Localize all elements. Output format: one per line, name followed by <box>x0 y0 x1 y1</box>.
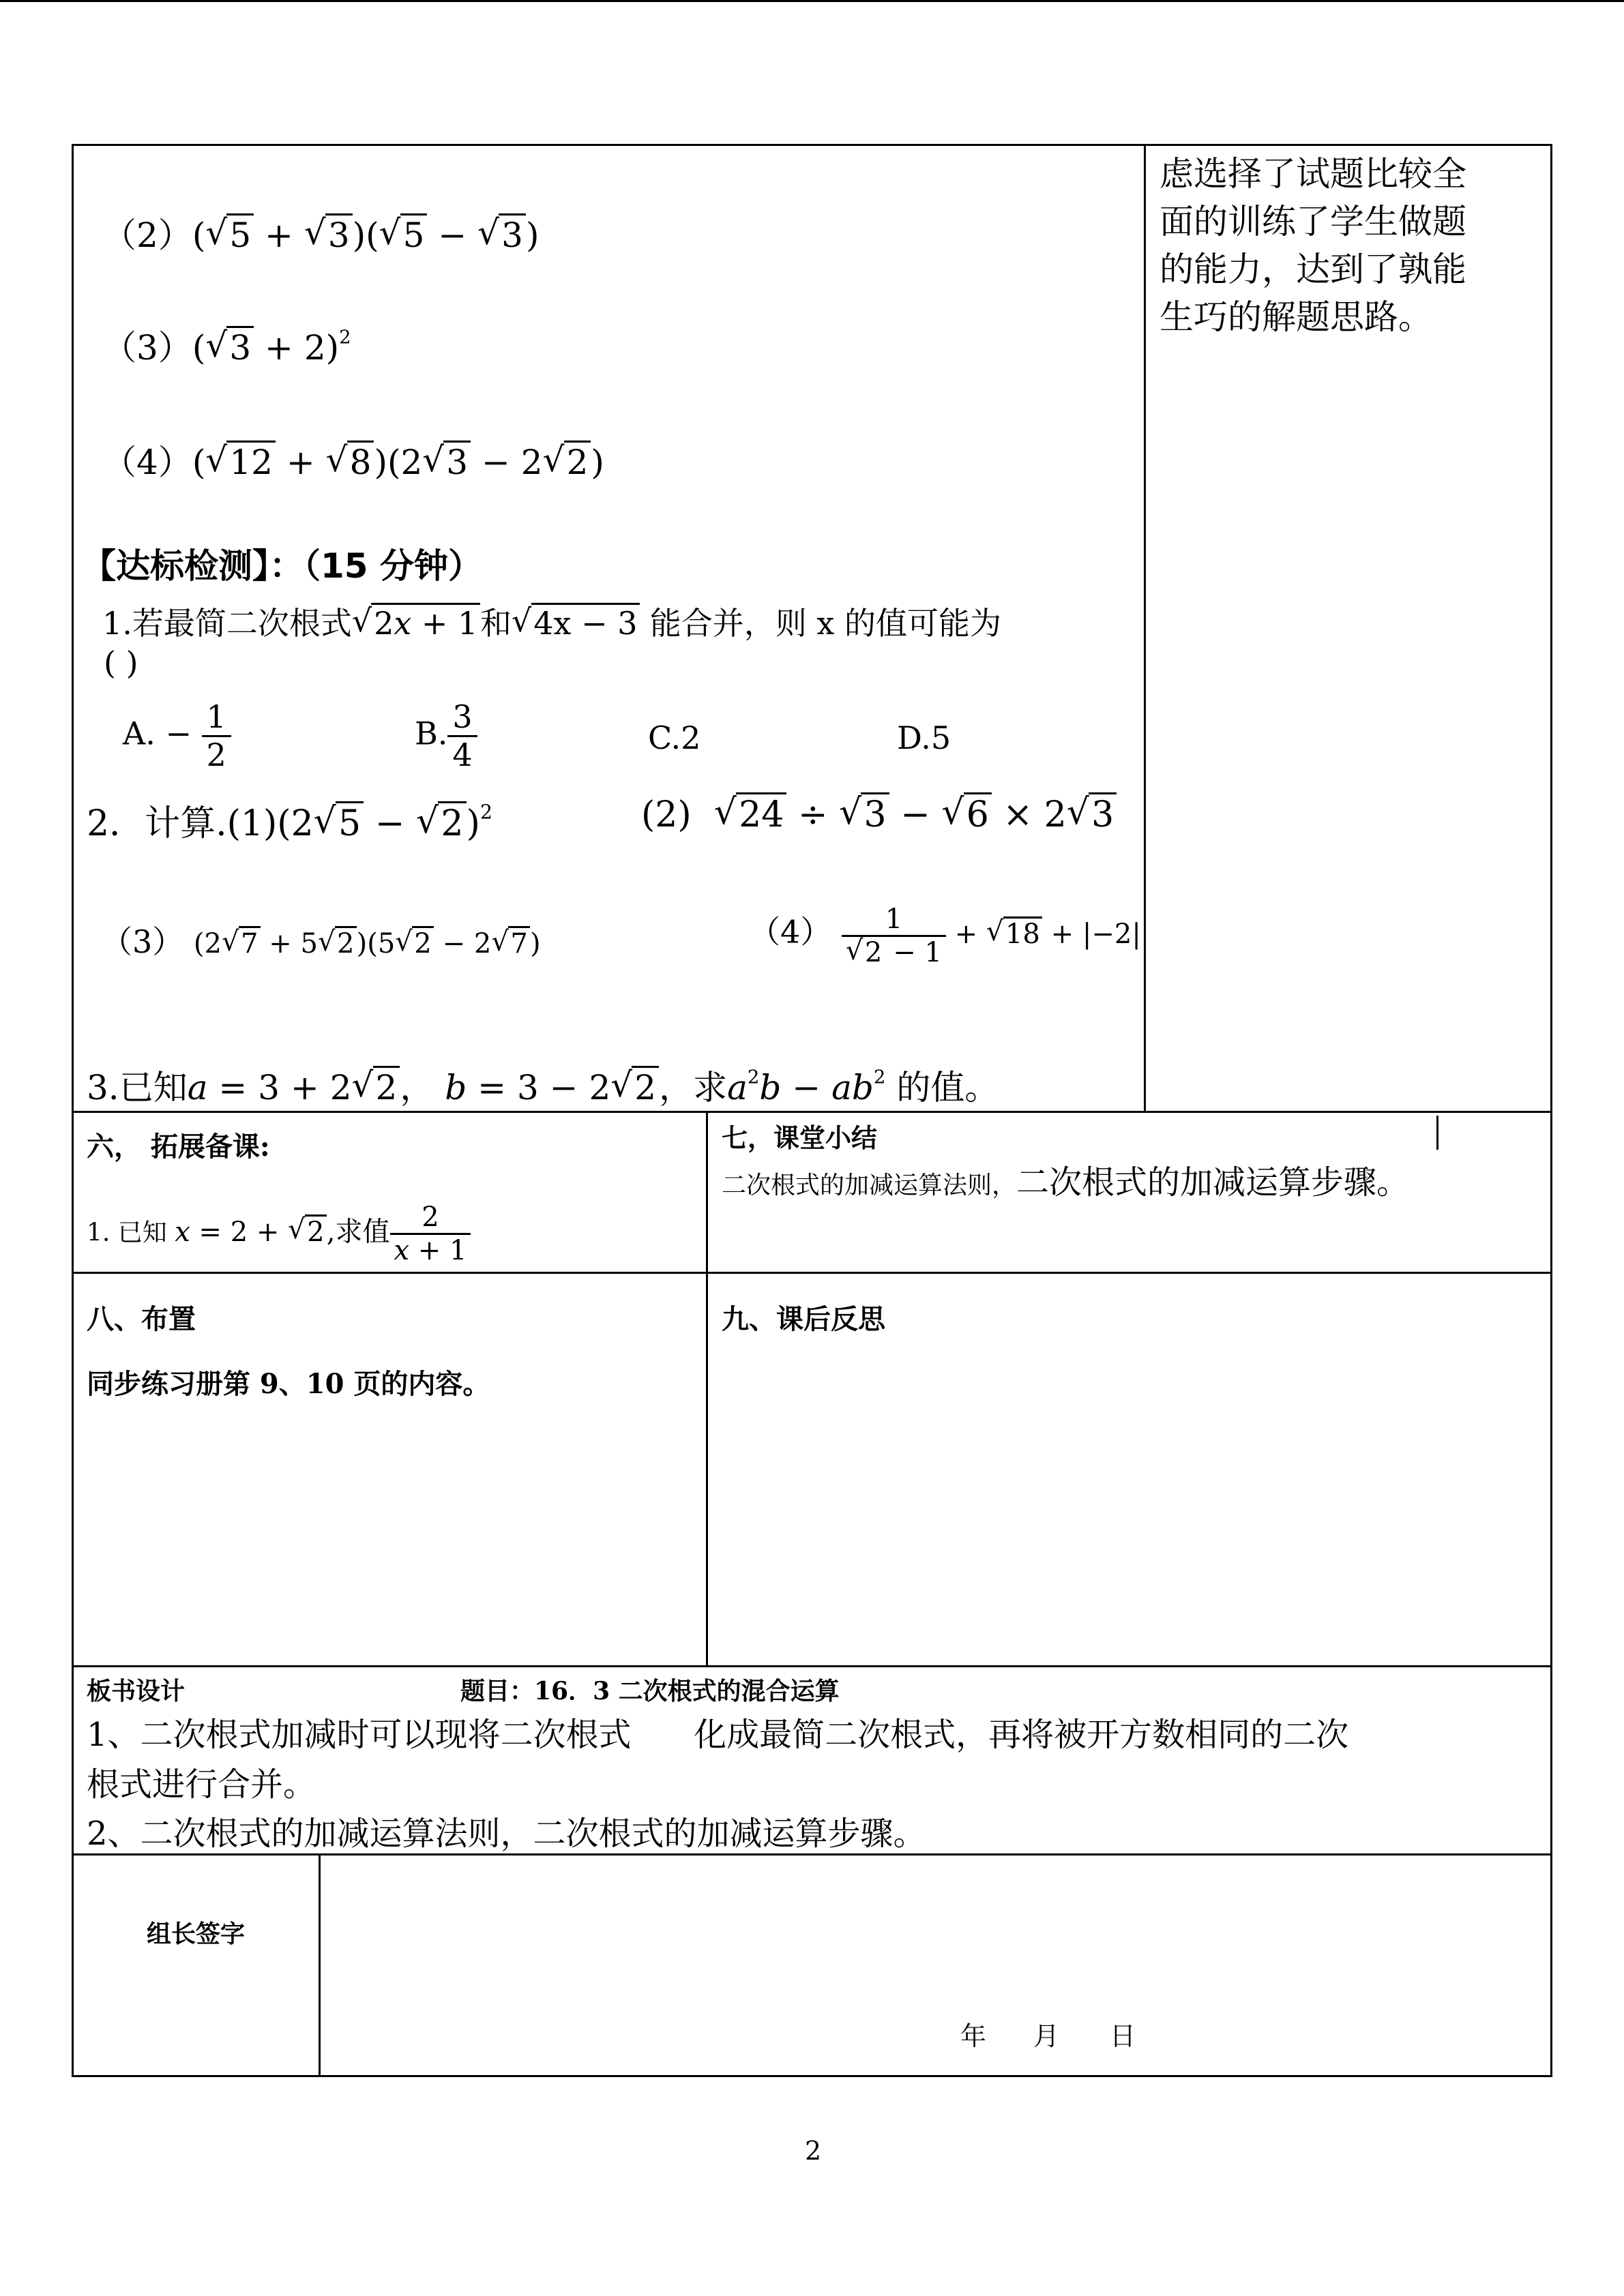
test-q2-part3: （3） (2 √ 7 + 5 √ 2)(5 √ 2 − 2 √ 7) <box>101 923 541 960</box>
row-divider-1 <box>72 1111 1552 1113</box>
row-divider-2 <box>72 1272 1552 1274</box>
q1-option-d: D.5 <box>897 719 951 756</box>
test-q2-part2: (2) √ 24 ÷ √ 3 − √ 6 × 2 √ 3 <box>641 794 1117 835</box>
assignment-content: 同步练习册第 9、10 页的内容。 <box>87 1368 490 1400</box>
test-heading: 【达标检测】：（15 分钟） <box>82 546 482 586</box>
signature-year: 年 <box>960 2021 987 2051</box>
middle-column-divider <box>706 1111 708 1667</box>
signature-label: 组长签字 <box>147 1920 246 1948</box>
test-q2-part1: 2．计算.(1)(2 √ 5 − √ 2)$^2$ <box>87 800 493 844</box>
signature-day: 日 <box>1110 2021 1136 2051</box>
reflection-note: 虑选择了试题比较全 面的训练了学生做题 的能力，达到了孰能 生巧的解题思路。 <box>1160 154 1466 337</box>
test-q1: 1.若最简二次根式 √ 2x + 1和 √ 4x − 3 能合并，则 x 的值可能为 <box>102 602 1001 642</box>
post-reflection-title: 九、课后反思 <box>722 1303 885 1335</box>
test-q1-answer-paren: ( ) <box>104 644 138 681</box>
signature-month: 月 <box>1033 2021 1060 2051</box>
exercise-item-4: （4）( √ 12 + √ 8)(2 √ 3 − 2 √ 2) <box>102 440 604 482</box>
board-topic: 题目：16．3 二次根式的混合运算 <box>460 1677 840 1705</box>
test-q3: 3.已知a = 3 + 2 √ 2， b = 3 − 2 √ 2，求$a^2b - ab^2$ 的值。 <box>87 1065 999 1107</box>
q1-option-c: C.2 <box>648 719 701 756</box>
test-q2-part4: （4） 1 √ 2 − 1 + √ 18 + |−2| <box>749 904 1141 968</box>
page-number: 2 <box>805 2136 822 2166</box>
signature-column-divider <box>319 1853 321 2077</box>
q1-option-b: B. $\frac{3}{4}$ <box>415 699 477 773</box>
summary-text: 二次根式的加减运算法则，二次根式的加减运算步骤。 <box>722 1163 1410 1202</box>
assignment-title: 八、布置 <box>87 1303 196 1335</box>
board-line-1: 1、二次根式加减时可以现将二次根式 化成最简二次根式，再将被开方数相同的二次 <box>87 1716 1349 1754</box>
exercise-item-2: （2）( √ 5 + √ 3)( √ 5 − √ 3) <box>102 213 540 255</box>
board-line-3: 2、二次根式的加减运算法则，二次根式的加减运算步骤。 <box>87 1815 926 1853</box>
q1-option-a: A. − $\frac{1}{2}$ <box>123 699 231 773</box>
table-top-border <box>72 144 1552 146</box>
top-border <box>0 0 1624 2</box>
reflection-column-divider <box>1144 144 1146 1112</box>
expand-q1: 1. 已知 x = 2 + √ 2,求值 $\frac{2}{x + 1}$ <box>87 1202 471 1266</box>
board-line-2: 根式进行合并。 <box>87 1765 316 1804</box>
summary-title: 七，课堂小结 <box>722 1122 878 1153</box>
exercise-item-3: （3）( √ 3 + 2)$^2$ <box>102 325 351 368</box>
board-label: 板书设计 <box>87 1677 186 1705</box>
expand-title: 六， 拓展备课: <box>87 1131 270 1163</box>
table-bottom-border <box>72 2075 1552 2077</box>
summary-cursor-mark <box>1436 1116 1438 1150</box>
row-divider-3 <box>72 1665 1552 1667</box>
